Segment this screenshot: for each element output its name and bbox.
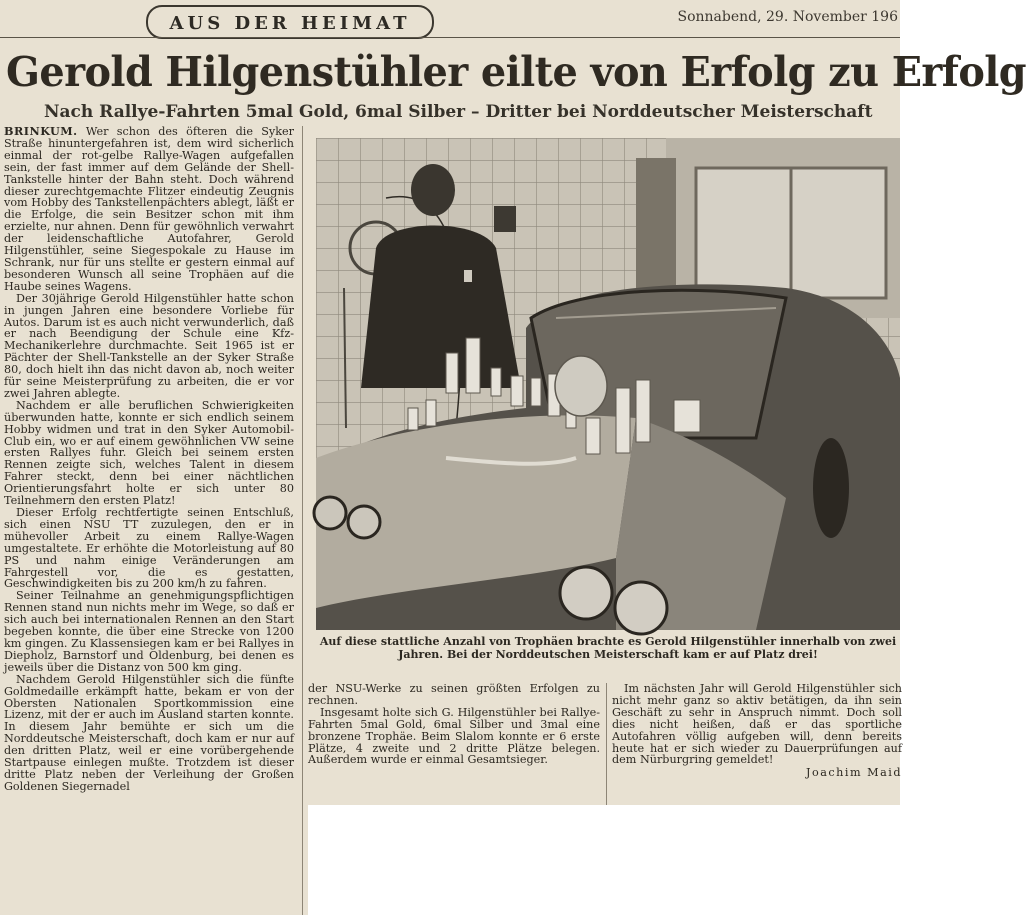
article-column-2 [308,683,600,766]
article-paragraph: Seiner Teilnahme an genehmigungspflichtigen Rennen stand nun nichts mehr im Wege, so daß er sich auch bei internationalen Rennen an den Start begeben konnte, die über eine Strecke von 1200 km gingen. Zu Klassensiegen kam er bei Rallyes in Diepholz, Barnstorf und Oldenburg, bei denen es jeweils über die Distanz von 500 km ging. [4,589,294,674]
article-paragraph: Nachdem er alle beruflichen Schwierigkeiten überwunden hatte, konnte er sich endlich seinem Hobby widmen und trat in den Syker Automobil-Club ein, wo er auf einem gewöhnlichen VW seine ersten Rallyes fuhr. Gleich bei seinem ersten Rennen zeigte sich, welches Talent in diesem Fahrer steckt, denn bei einer nächtlichen Orientierungsfahrt holte er sich unter 80 Teilnehmern den ersten Platz! [4,398,294,508]
section-title: AUS DER HEIMAT [146,5,434,39]
header-rule [0,37,900,38]
empty-area [308,805,900,921]
article-paragraph: Nachdem Gerold Hilgenstühler sich die fünfte Goldmedaille erkämpft hatte, bekam er von der Obersten Nationalen Sportkommission eine Lizenz, mit der er auch im Ausland starten konnte. In diesem Jahr bemühte er sich um die Norddeutsche Meisterschaft, doch kam er nur auf den dritten Platz, weil er eine vorübergehende Startpause einlegen mußte. Trotzdem ist dieser dritte Platz neben der Verleihung der Großen Goldenen Siegernadel [4,672,294,793]
article-paragraph: Im nächsten Jahr will Gerold Hilgenstühler sich nicht mehr ganz so aktiv betätigen, da ihn sein Geschäft zu sehr in Anspruch nimmt. Doch soll dies nicht heißen, daß er das sportliche Autofahren völlig aufgeben will, denn bereits heute hat er sich wieder zu Dauerprüfungen auf dem Nürburgring gemeldet! [612,682,902,767]
article-paragraph [4,126,294,293]
headline: Gerold Hilgenstühler eilte von Erfolg zu Erfolg [6,48,1026,96]
column-divider [606,683,607,805]
photo-illustration [316,138,900,630]
paragraph-text: Wer schon des öfteren die Syker Straße hinuntergefahren ist, dem wird sicherlich einmal der rot-gelbe Rallye-Wagen aufgefallen sein, der fast immer auf dem Gelände der Shell-Tankstelle hinter der Bahn steht. Doch während dieser zurechtgemachte Flitzer eindeutig Zeugnis vom Hobby des Tankstellenpächters ablegt, läßt er die Erfolge, die sein Besitzer schon mit ihm erzielte, nur ahnen. Denn für gewöhnlich verwahrt der leidenschaftliche Autofahrer, Gerold Hilgenstühler, seine Siegespokale zu Hause im Schrank, nur für uns stellte er gestern einmal auf besonderen Wunsch all seine Trophäen auf die Haube seines Wagens. [4,125,294,293]
photo-caption: Auf diese stattliche Anzahl von Trophäen brachte es Gerold Hilgenstühler innerhalb von zwei Jahren. Bei der Norddeutschen Meisterschaft kam er auf Platz drei! [319,635,897,661]
column-divider [302,126,303,916]
article-paragraph: Insgesamt holte sich G. Hilgenstühler bei Rallye-Fahrten 5mal Gold, 6mal Silber und 3mal eine bronzene Trophäe. Beim Slalom konnte er 6 erste Plätze, 4 zweite und 2 dritte Plätze belegen. Außerdem wurde er einmal Gesamtsieger. [308,705,600,767]
article-paragraph: der NSU-Werke zu seinen größten Erfolgen zu rechnen. [308,682,600,707]
article-column-1 [4,126,294,793]
trophies-photo [316,138,900,630]
empty-area-strip [0,915,308,921]
author-signature: Joachim Maid [806,766,902,780]
article-paragraph: Der 30jährige Gerold Hilgenstühler hatte schon in jungen Jahren eine besondere Vorliebe für Autos. Darum ist es auch nicht verwunderlich, daß er nach Beendigung der Schule eine Kfz-Mechanikerlehre durchmachte. Seit 1965 ist er Pächter der Shell-Tankstelle an der Syker Straße 80, doch hielt ihn das nicht davon ab, noch weiter für seine Meisterprüfung zu arbeiten, die er vor zwei Jahren ablegte. [4,291,294,400]
article-column-3 [612,683,902,779]
article-paragraph: Dieser Erfolg rechtfertigte seinen Entschluß, sich einen NSU TT zuzulegen, den er in mühevoller Arbeit zu einem Rallye-Wagen umgestaltete. Er erhöhte die Motorleistung auf 80 PS und nahm einige Veränderungen am Fahrgestell vor, die es gestatten, Geschwindigkeiten bis zu 200 km/h zu fahren. [4,506,294,591]
issue-date: Sonnabend, 29. November 196 [677,9,898,25]
subheadline: Nach Rallye-Fahrten 5mal Gold, 6mal Silber – Dritter bei Norddeutscher Meisterschaft [44,102,873,122]
dateline: BRINKUM. [4,124,78,138]
